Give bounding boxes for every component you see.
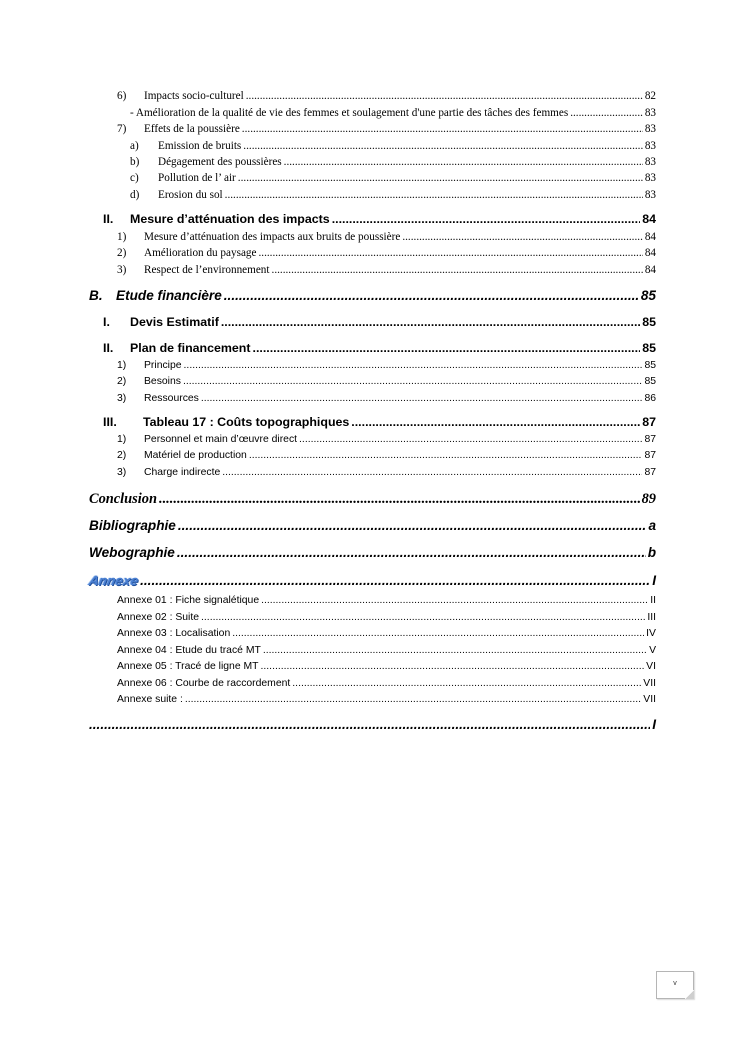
toc-leader [258, 248, 642, 259]
toc-entry[interactable]: a) Emission de bruits ..... 83 [130, 141, 656, 152]
toc-entry[interactable]: - Amélioration de la qualité de vie des femmes et soulagement d'une partie des tâches des femmes ..... 83 [130, 108, 656, 119]
toc-leader [238, 173, 643, 184]
toc-entry[interactable]: 2) Matériel de production ..... 87 [117, 451, 656, 461]
toc-final-entry[interactable]: ..... I [89, 718, 656, 732]
toc-bibliographie[interactable]: Bibliographie ..... a [89, 519, 656, 533]
toc-heading[interactable]: II. Mesure d’atténuation des impacts ..... 84 [103, 213, 656, 225]
toc-annexe-item[interactable]: Annexe 02 : Suite ..... III [117, 613, 656, 623]
toc-leader [299, 435, 642, 445]
toc-entry[interactable]: 3) Charge indirecte ..... 87 [117, 468, 656, 478]
toc-leader [261, 662, 645, 672]
toc-leader [402, 232, 642, 243]
toc-leader [249, 451, 643, 461]
toc-conclusion[interactable]: Conclusion ..... 89 [89, 492, 656, 506]
toc-leader [184, 361, 643, 371]
toc-leader [221, 316, 640, 328]
toc-leader [570, 108, 643, 119]
toc-leader [225, 190, 643, 201]
toc-annexe-item[interactable]: Annexe 06 : Courbe de raccordement ..... VII [117, 679, 656, 689]
toc-entry[interactable]: 2) Besoins ..... 85 [117, 377, 656, 387]
toc-annexe[interactable]: Annexe ..... I [89, 574, 656, 588]
toc-annexe-item[interactable]: Annexe 01 : Fiche signalétique ..... II [117, 596, 656, 606]
toc-heading[interactable]: II. Plan de financement ..... 85 [103, 342, 656, 354]
toc-entry[interactable]: 6) Impacts socio-culturel ..... 82 [117, 91, 656, 102]
toc-leader [284, 157, 643, 168]
toc-leader [185, 695, 641, 705]
toc-heading[interactable]: I. Devis Estimatif ..... 85 [103, 316, 656, 328]
page-number-box [656, 971, 694, 999]
toc-annexe-item[interactable]: Annexe suite : ..... VII [117, 695, 656, 705]
toc-entry[interactable]: d) Erosion du sol ..... 83 [130, 190, 656, 201]
toc-leader [178, 519, 647, 533]
toc-entry[interactable]: 3) Ressources ..... 86 [117, 394, 656, 404]
toc-leader [222, 468, 642, 478]
toc-section-heading[interactable]: B. Etude financière ..... 85 [89, 289, 656, 303]
toc-entry[interactable]: 1) Principe ..... 85 [117, 361, 656, 371]
toc-entry[interactable]: 3) Respect de l’environnement ..... 84 [117, 265, 656, 276]
toc-leader [263, 646, 647, 656]
toc-leader [159, 492, 640, 506]
toc-leader [224, 289, 639, 303]
toc-entry[interactable]: b) Dégagement des poussières ..... 83 [130, 157, 656, 168]
toc-leader [183, 377, 642, 387]
toc-leader [201, 613, 645, 623]
annexe-wordart-logo: Annexe [87, 573, 140, 588]
toc-leader [242, 124, 643, 135]
toc-entry[interactable]: c) Pollution de l’ air ..... 83 [130, 173, 656, 184]
toc-entry[interactable]: 2) Amélioration du paysage ..... 84 [117, 248, 656, 259]
toc-leader [140, 574, 650, 588]
toc-leader [261, 596, 648, 606]
page-number: v [673, 980, 677, 987]
toc-entry[interactable]: 1) Personnel et main d’œuvre direct ..... 87 [117, 435, 656, 445]
toc-leader [232, 629, 644, 639]
toc-annexe-item[interactable]: Annexe 03 : Localisation ..... IV [117, 629, 656, 639]
toc-leader [272, 265, 643, 276]
toc-leader [292, 679, 641, 689]
toc-leader [332, 213, 641, 225]
toc-leader [246, 91, 643, 102]
toc-entry[interactable]: 1) Mesure d’atténuation des impacts aux bruits de poussière ..... 84 [117, 232, 656, 243]
toc-leader [253, 342, 641, 354]
toc-leader [89, 718, 650, 732]
toc-leader [243, 141, 643, 152]
toc-heading[interactable]: III. Tableau 17 : Coûts topographiques ..... 87 [103, 416, 656, 428]
toc-leader [201, 394, 643, 404]
toc-webographie[interactable]: Webographie ..... b [89, 546, 656, 560]
toc-annexe-item[interactable]: Annexe 05 : Tracé de ligne MT ..... VI [117, 662, 656, 672]
toc-entry[interactable]: 7) Effets de la poussière ..... 83 [117, 124, 656, 135]
toc-leader [351, 416, 640, 428]
toc-annexe-item[interactable]: Annexe 04 : Etude du tracé MT ..... V [117, 646, 656, 656]
toc-leader [177, 546, 646, 560]
